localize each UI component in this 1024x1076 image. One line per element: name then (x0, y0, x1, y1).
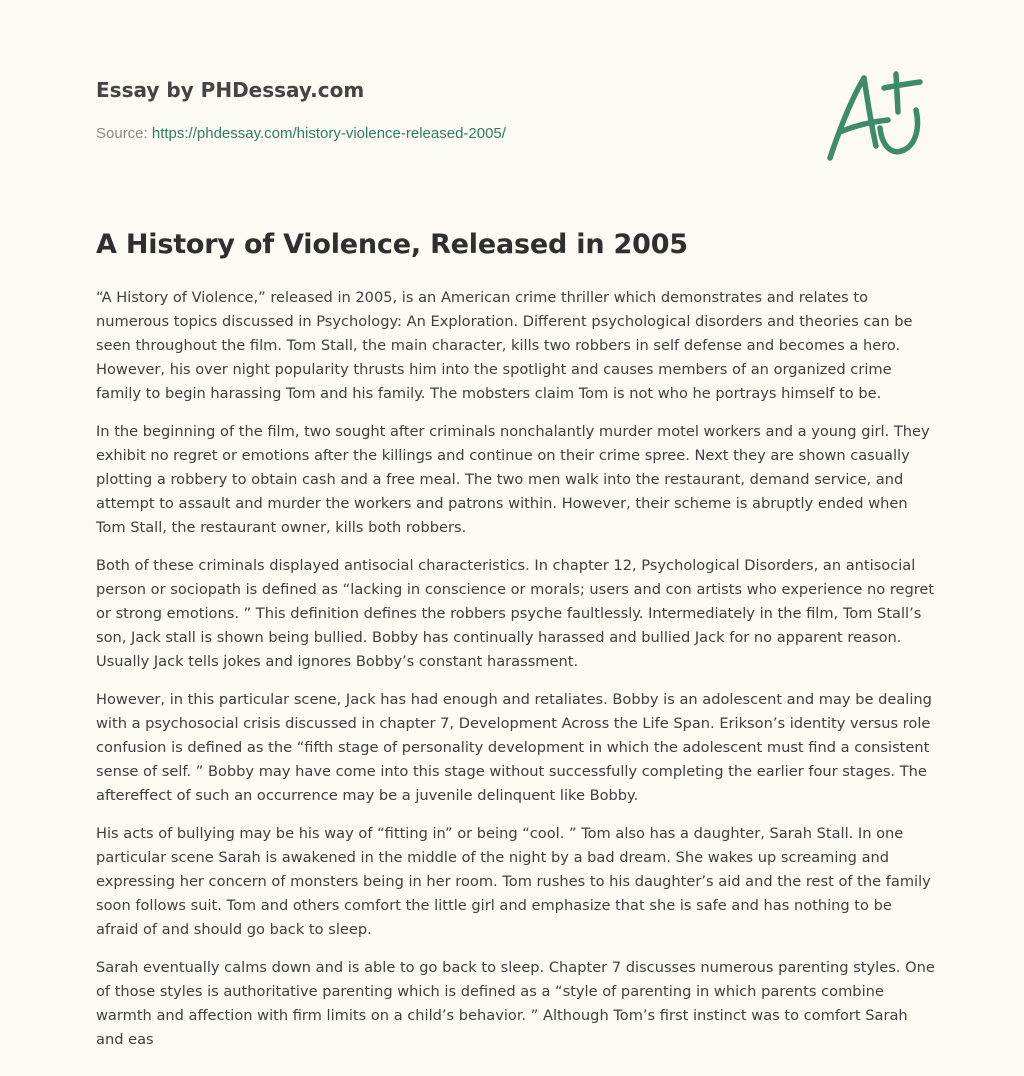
paragraph: His acts of bullying may be his way of “fitting in” or being “cool. ” Tom also has a daughter, Sarah Stall. In one particular scene Sarah is awakened in the middle of the night by a bad dream. She wakes up screaming and expressing her concern of monsters being in her room. Tom rushes to his daughter’s aid and the rest of the family soon follows suit. Tom and others comfort the little girl and emphasize that she is safe and has nothing to be afraid of and should go back to sleep. (96, 825, 931, 938)
paragraph: In the beginning of the film, two sought after criminals nonchalantly murder motel workers and a young girl. They exhibit no regret or emotions after the killings and continue on their crime spree. Next they are shown casually plotting a robbery to obtain cash and a free meal. The two men walk into the restaurant, demand service, and attempt to assault and murder the workers and patrons within. However, their scheme is abruptly ended when Tom Stall, the restaurant owner, kills both robbers. (96, 423, 930, 536)
article-body (96, 286, 936, 1066)
essay-header (96, 76, 796, 144)
source-link[interactable]: https://phdessay.com/history-violence-released-2005/ (151, 125, 506, 142)
source-line (96, 124, 796, 144)
paragraph: “A History of Violence,” released in 2005, is an American crime thriller which demonstrates and relates to numerous topics discussed in Psychology: An Exploration. Different psychological disorders and theories can be seen throughout the film. Tom Stall, the main character, kills two robbers in self defense and becomes a hero. However, his over night popularity thrusts him into the spotlight and causes members of an organized crime family to begin harassing Tom and his family. The mobsters claim Tom is not who he portrays himself to be. (96, 289, 913, 402)
article-title: A History of Violence, Released in 2005 (96, 229, 688, 260)
paragraph: Both of these criminals displayed antisocial characteristics. In chapter 12, Psychological Disorders, an antisocial person or sociopath is defined as “lacking in conscience or morals; users and con artists who experience no regret or strong emotions. ” This definition defines the robbers psyche faultlessly. Intermediately in the film, Tom Stall’s son, Jack stall is shown being bullied. Bobby has continually harassed and bullied Jack for no apparent reason. Usually Jack tells jokes and ignores Bobby’s constant harassment. (96, 557, 935, 670)
source-label: Source: (96, 125, 152, 142)
paragraph: Sarah eventually calms down and is able to go back to sleep. Chapter 7 discusses numerous parenting styles. One of those styles is authoritative parenting which is defined as a “style of parenting in which parents combine warmth and affection with firm limits on a child’s behavior. ” Although Tom’s first instinct was to comfort Sarah and eas (96, 959, 935, 1048)
site-title: Essay by PHDessay.com (96, 78, 365, 102)
a-plus-logo-icon (822, 66, 932, 166)
paragraph: However, in this particular scene, Jack has had enough and retaliates. Bobby is an adolescent and may be dealing with a psychosocial crisis discussed in chapter 7, Development Across the Life Span. Erikson’s identity versus role confusion is defined as the “fifth stage of personality development in which the adolescent must find a consistent sense of self. ” Bobby may have come into this stage without successfully completing the earlier four stages. The aftereffect of such an occurrence may be a juvenile delinquent like Bobby. (96, 691, 932, 804)
